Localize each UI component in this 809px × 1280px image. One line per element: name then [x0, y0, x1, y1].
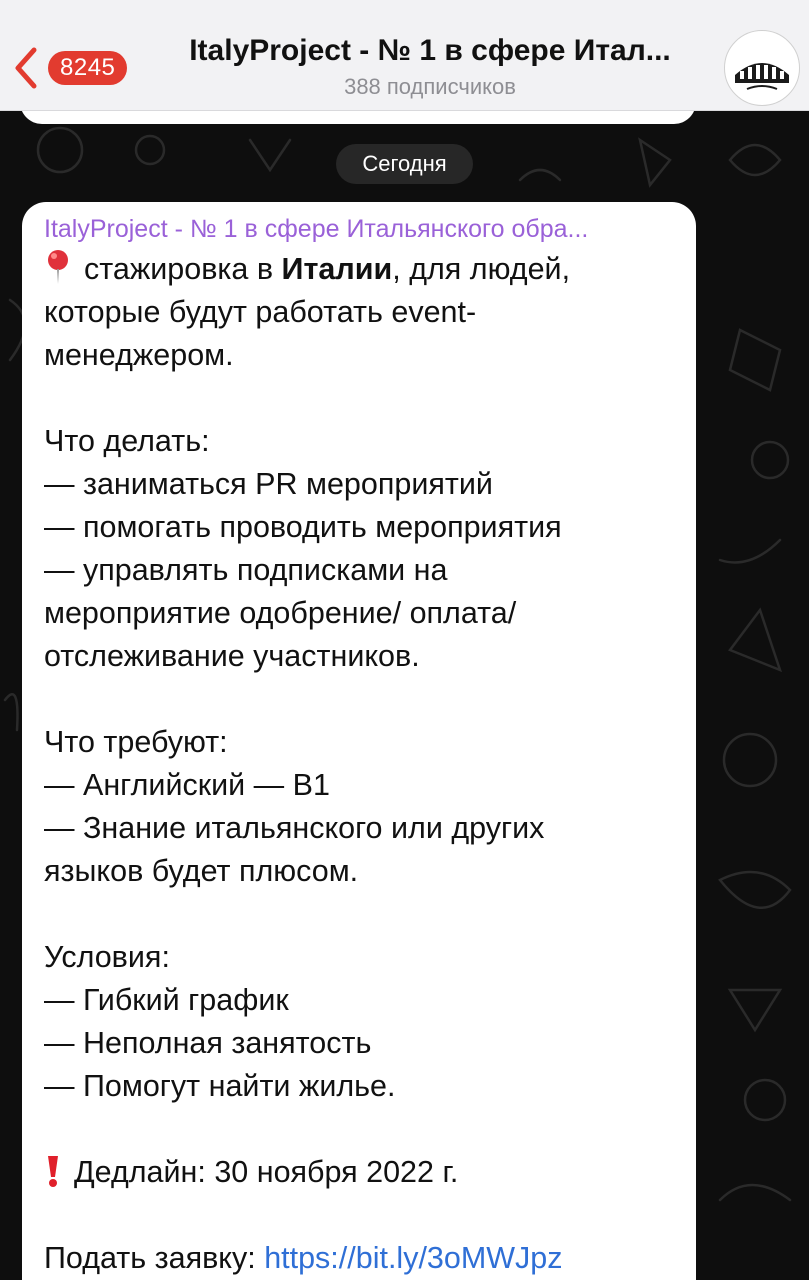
- round-pushpin-icon: [44, 249, 72, 285]
- requirements-title: Что требуют:: [44, 725, 228, 759]
- apply-line: [44, 1237, 684, 1280]
- paragraph-gap: [44, 893, 684, 936]
- deadline-text: Дедлайн: 30 ноября 2022 г.: [74, 1155, 459, 1189]
- intro-line: [44, 248, 684, 291]
- todo-item-1: — заниматься PR мероприятий: [44, 467, 493, 501]
- condition-1: — Гибкий график: [44, 983, 289, 1017]
- post-text: [44, 248, 684, 1280]
- back-button[interactable]: [12, 40, 142, 96]
- channel-post-bubble[interactable]: [22, 202, 696, 1280]
- intro-line-2: которые будут работать event-: [44, 295, 477, 329]
- todo-item-2: — помогать проводить мероприятия: [44, 510, 562, 544]
- todo-item-3c: отслеживание участников.: [44, 639, 420, 673]
- paragraph-gap: [44, 377, 684, 420]
- paragraph-gap: [44, 678, 684, 721]
- requirement-1: — Английский — B1: [44, 768, 330, 802]
- paragraph-gap: [44, 1194, 684, 1237]
- paragraph-gap: [44, 1108, 684, 1151]
- apply-label: Подать заявку:: [44, 1241, 265, 1275]
- todo-item-3b: мероприятие одобрение/ оплата/: [44, 596, 517, 630]
- intro-text-start: стажировка в: [84, 252, 282, 286]
- italy-bold-text: Италии: [281, 252, 393, 286]
- chevron-left-icon: [12, 44, 40, 92]
- channel-avatar[interactable]: [724, 30, 800, 106]
- todo-item-3a: — управлять подписками на: [44, 553, 448, 587]
- subscriber-count: 388 подписчиков: [344, 74, 516, 99]
- exclamation-mark-icon: [44, 1154, 62, 1188]
- intro-text-end: , для людей,: [392, 252, 571, 286]
- deadline-line: [44, 1151, 684, 1194]
- condition-2: — Неполная занятость: [44, 1026, 372, 1060]
- chat-title: ItalyProject - № 1 в сфере Итал...: [189, 34, 671, 67]
- intro-line-3: менеджером.: [44, 338, 234, 372]
- post-sender-name[interactable]: ItalyProject - № 1 в сфере Итальянского обра...: [44, 215, 589, 243]
- unread-count-badge: 8245: [48, 51, 127, 85]
- apply-link[interactable]: https://bit.ly/3oMWJpz: [264, 1241, 563, 1275]
- todo-title: Что делать:: [44, 424, 210, 458]
- condition-3: — Помогут найти жилье.: [44, 1069, 396, 1103]
- requirement-2a: — Знание итальянского или других: [44, 811, 545, 845]
- conditions-title: Условия:: [44, 940, 170, 974]
- colosseum-logo-icon: [725, 31, 799, 105]
- date-separator: Сегодня: [336, 144, 473, 184]
- chat-header: [0, 0, 809, 111]
- chat-title-block[interactable]: [150, 30, 710, 102]
- requirement-2b: языков будет плюсом.: [44, 854, 359, 888]
